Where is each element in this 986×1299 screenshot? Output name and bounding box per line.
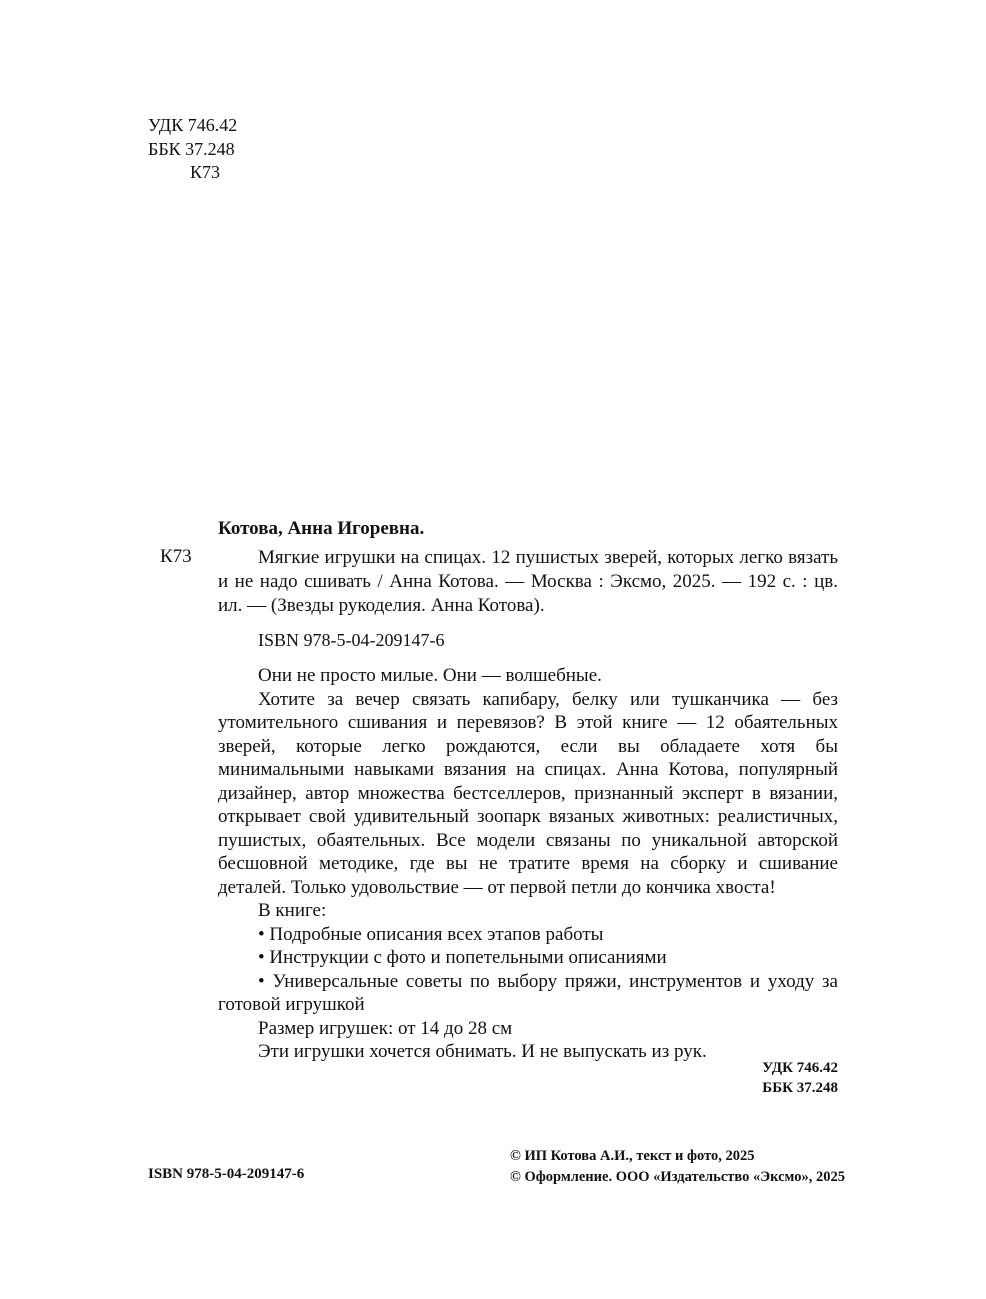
top-classification-codes [148, 114, 237, 185]
annotation-closing: Эти игрушки хочется обнимать. И не выпускать из рук. [258, 1041, 707, 1062]
bottom-classification-codes [762, 1058, 838, 1098]
record-isbn: ISBN 978-5-04-209147-6 [258, 630, 445, 650]
annotation-body: Хотите за вечер связать капибару, белку или тушканчика — без утомительного сшивания и перевязов? В этой книге — 12 обаятельных зверей, которые легко рождаются, если вы обладаете хотя бы минимальными навыками вязания на спицах. Анна Котова, популярный дизайнер, автор множества бестселлеров, признанный эксперт в вязании, открывает свой удивительный зоопарк вязаных животных: реалистичных, пушистых, обаятельных. Все модели связаны по уникальной авторской бесшовной методике, где вы не тратите время на сборку и сшивание деталей. Только удовольствие — от первой петли до кончика хвоста! [218, 688, 838, 898]
annotation-bullet: • Подробные описания всех этапов работы [258, 923, 604, 945]
annotation-bullet: • Универсальные советы по выбору пряжи, инструментов и уходу за готовой игрушкой [218, 970, 838, 1015]
copyright-text-photo: © ИП Котова А.И., текст и фото, 2025 [510, 1148, 755, 1164]
copyright-block [510, 1146, 845, 1188]
annotation-in-book: В книге: [258, 900, 327, 921]
bottom-udk-code: УДК 746.42 [762, 1060, 838, 1076]
bottom-isbn: ISBN 978-5-04-209147-6 [148, 1166, 305, 1182]
record-description: Мягкие игрушки на спицах. 12 пушистых зверей, которых легко вязать и не надо сшивать / Анна Котова. — Москва : Эксмо, 2025. — 192 с. : цв. ил. — (Звезды рукоделия. Анна Котова). [218, 547, 838, 616]
annotation [218, 664, 838, 1064]
udk-code: УДК 746.42 [148, 115, 238, 135]
author-mark: К73 [190, 162, 221, 182]
record-author: Котова, Анна Игоревна. [218, 518, 425, 539]
copyright-design: © Оформление. ООО «Издательство «Эксмо», 2025 [510, 1169, 845, 1185]
record-author-mark: К73 [160, 546, 192, 567]
annotation-lead: Они не просто милые. Они — волшебные. [258, 665, 602, 686]
bbk-code: ББК 37.248 [148, 138, 235, 159]
bibliographic-entry [218, 546, 838, 618]
annotation-size: Размер игрушек: от 14 до 28 см [258, 1017, 513, 1039]
annotation-bullet: • Инструкции с фото и попетельными описаниями [258, 947, 667, 968]
bottom-bbk-code: ББК 37.248 [762, 1080, 838, 1096]
